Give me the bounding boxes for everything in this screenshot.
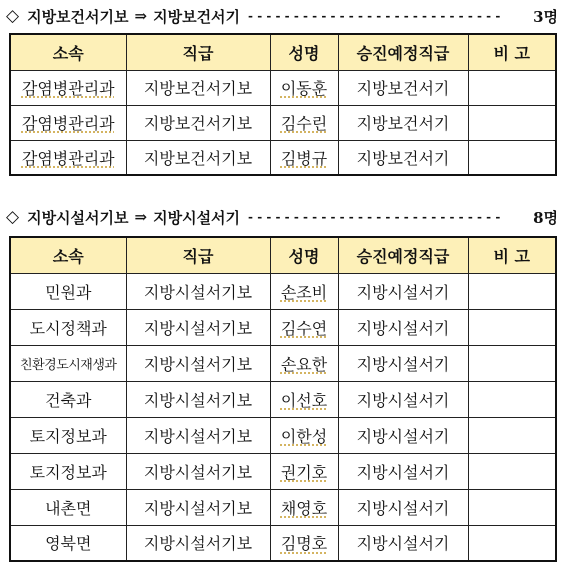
promotion-rank-cell: 지방시설서기 — [338, 453, 468, 489]
remarks-cell — [468, 453, 556, 489]
table-row — [10, 70, 556, 105]
header-department: 소속 — [10, 34, 126, 70]
table-row — [10, 489, 556, 525]
department-cell: 친환경도시재생과 — [10, 345, 126, 381]
name-cell: 권기호 — [280, 462, 328, 482]
name-cell: 손요한 — [280, 354, 328, 374]
rank-cell: 지방시설서기보 — [126, 381, 270, 417]
rank-cell: 지방시설서기보 — [126, 417, 270, 453]
header-name: 성명 — [270, 34, 338, 70]
section2-from-rank: 지방시설서기보 — [27, 208, 129, 227]
remarks-cell — [468, 140, 556, 175]
table-header-row — [10, 237, 556, 273]
section2-count: 8명 — [533, 208, 558, 227]
name-cell: 김수연 — [280, 318, 328, 338]
table-row — [10, 453, 556, 489]
remarks-cell — [468, 381, 556, 417]
dashed-leader: - - - - - - - - - - - - - - - - - - - - - - - - - - - - — [248, 210, 501, 224]
header-remarks: 비 고 — [468, 237, 556, 273]
section1-from-rank: 지방보건서기보 — [27, 7, 129, 26]
rank-cell: 지방시설서기보 — [126, 309, 270, 345]
rank-cell: 지방보건서기보 — [126, 105, 270, 140]
name-cell: 이동훈 — [280, 79, 328, 98]
section2-title — [6, 205, 558, 229]
rank-cell: 지방시설서기보 — [126, 273, 270, 309]
rank-cell: 지방보건서기보 — [126, 70, 270, 105]
rank-cell: 지방시설서기보 — [126, 489, 270, 525]
section2-table — [9, 236, 557, 562]
name-cell: 김명호 — [280, 534, 328, 554]
dashed-leader: - - - - - - - - - - - - - - - - - - - - - - - - - - - - — [248, 9, 501, 23]
department-cell: 도시정책과 — [10, 309, 126, 345]
name-cell: 채영호 — [280, 498, 328, 518]
table-row — [10, 140, 556, 175]
promotion-rank-cell: 지방시설서기 — [338, 489, 468, 525]
department-cell: 감염병관리과 — [21, 114, 115, 133]
promotion-rank-cell: 지방시설서기 — [338, 381, 468, 417]
department-cell: 영북면 — [10, 525, 126, 561]
remarks-cell — [468, 345, 556, 381]
name-cell: 이선호 — [280, 390, 328, 410]
header-remarks: 비 고 — [468, 34, 556, 70]
section1-table — [9, 33, 557, 176]
header-promotion-rank: 승진예정직급 — [338, 237, 468, 273]
promotion-rank-cell: 지방시설서기 — [338, 525, 468, 561]
table-row — [10, 309, 556, 345]
name-cell: 손조비 — [280, 282, 328, 302]
header-rank: 직급 — [126, 237, 270, 273]
header-department: 소속 — [10, 237, 126, 273]
department-cell: 감염병관리과 — [21, 79, 115, 98]
promotion-rank-cell: 지방보건서기 — [338, 140, 468, 175]
header-rank: 직급 — [126, 34, 270, 70]
table-row — [10, 105, 556, 140]
arrow-icon: ⇒ — [134, 208, 148, 226]
department-cell: 내촌면 — [10, 489, 126, 525]
arrow-icon: ⇒ — [134, 7, 148, 25]
name-cell: 김수린 — [280, 114, 328, 133]
department-cell: 건축과 — [10, 381, 126, 417]
header-name: 성명 — [270, 237, 338, 273]
department-cell: 토지정보과 — [10, 453, 126, 489]
remarks-cell — [468, 70, 556, 105]
promotion-rank-cell: 지방보건서기 — [338, 105, 468, 140]
section1-count: 3명 — [533, 7, 558, 26]
promotion-rank-cell: 지방시설서기 — [338, 345, 468, 381]
section1-to-rank: 지방보건서기 — [153, 7, 241, 26]
department-cell: 토지정보과 — [10, 417, 126, 453]
remarks-cell — [468, 489, 556, 525]
rank-cell: 지방시설서기보 — [126, 525, 270, 561]
name-cell: 김병규 — [280, 148, 328, 168]
table-row — [10, 345, 556, 381]
rank-cell: 지방보건서기보 — [126, 140, 270, 175]
promotion-rank-cell: 지방보건서기 — [338, 70, 468, 105]
diamond-icon: ◇ — [6, 207, 20, 227]
table-row — [10, 381, 556, 417]
section2-to-rank: 지방시설서기 — [153, 208, 241, 227]
rank-cell: 지방시설서기보 — [126, 453, 270, 489]
name-cell: 이한성 — [280, 426, 328, 446]
table-row — [10, 417, 556, 453]
promotion-rank-cell: 지방시설서기 — [338, 309, 468, 345]
remarks-cell — [468, 525, 556, 561]
table-header-row — [10, 34, 556, 70]
remarks-cell — [468, 105, 556, 140]
remarks-cell — [468, 417, 556, 453]
diamond-icon: ◇ — [6, 6, 20, 26]
promotion-rank-cell: 지방시설서기 — [338, 417, 468, 453]
section1-title — [6, 4, 558, 28]
department-cell: 민원과 — [10, 273, 126, 309]
rank-cell: 지방시설서기보 — [126, 345, 270, 381]
department-cell: 감염병관리과 — [21, 148, 115, 168]
header-promotion-rank: 승진예정직급 — [338, 34, 468, 70]
remarks-cell — [468, 273, 556, 309]
table-row — [10, 525, 556, 561]
remarks-cell — [468, 309, 556, 345]
promotion-rank-cell: 지방시설서기 — [338, 273, 468, 309]
table-row — [10, 273, 556, 309]
